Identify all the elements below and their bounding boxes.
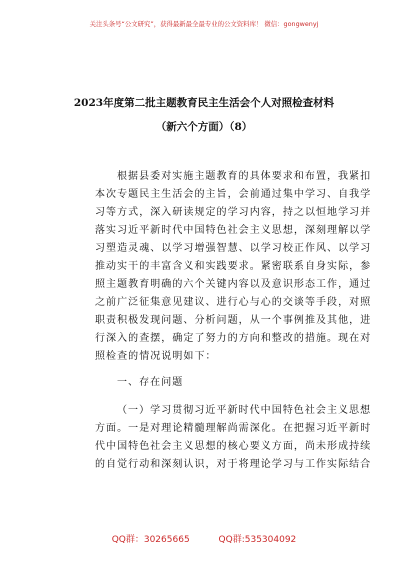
paragraph-line: 的自觉行动和深刻认识，对于将理论学习与工作实际结合 bbox=[95, 459, 372, 470]
footer-qq-group-1: QQ群：30265665 bbox=[111, 535, 190, 545]
paragraph-line: 习塑造灵魂、以学习增强智慧、以学习校正作风、以学习 bbox=[95, 243, 372, 254]
paragraph-line: 行深入的查摆，确定了努力的方向和整改的措施。现在对 bbox=[95, 333, 372, 344]
paragraph-line: 方面。一是对理论精髓理解尚需深化。在把握习近平新时 bbox=[95, 423, 372, 434]
paragraph-line: 根据县委对实施主题教育的具体要求和布置，我紧扣 bbox=[117, 171, 372, 182]
paragraph-line: 本次专题民主生活会的主旨，会前通过集中学习、自我学 bbox=[95, 189, 372, 200]
paragraph-line: 代中国特色社会主义思想的核心要义方面，尚未形成持续 bbox=[95, 441, 372, 452]
paragraph-line: 职责积极发现问题、分析问题，从一个事例推及其他，进 bbox=[95, 315, 372, 326]
paragraph-line: 习等方式，深入研读规定的学习内容，持之以恒地学习并 bbox=[95, 207, 372, 218]
section-heading: 一、存在问题 bbox=[117, 377, 184, 388]
paragraph-line: 推动实干的丰富含义和实践要求。紧密联系自身实际，参 bbox=[95, 261, 372, 272]
paragraph-line: 之前广泛征集意见建议、进行心与心的交谈等手段，对照 bbox=[95, 297, 372, 308]
paragraph-line: 照检查的情况说明如下： bbox=[95, 351, 217, 362]
header-banner: 关注头条号“公文研究”，获得最新最全最专业的公文资料库！ 微信：gongwenyj bbox=[89, 20, 319, 28]
paragraph-line: 落实习近平新时代中国特色社会主义思想，深刻理解以学 bbox=[95, 225, 372, 236]
document-title: 2023年度第二批主题教育民主生活会个人对照检查材料 bbox=[73, 97, 335, 109]
footer-contacts bbox=[0, 534, 408, 546]
paragraph-line: 照主题教育明确的六个关键内容以及意识形态工作，通过 bbox=[95, 279, 372, 290]
document-subtitle: （新六个方面）（8） bbox=[155, 121, 253, 133]
paragraph-line: （一）学习贯彻习近平新时代中国特色社会主义思想 bbox=[117, 405, 372, 416]
footer-qq-group-2: QQ群:535304092 bbox=[218, 535, 297, 545]
